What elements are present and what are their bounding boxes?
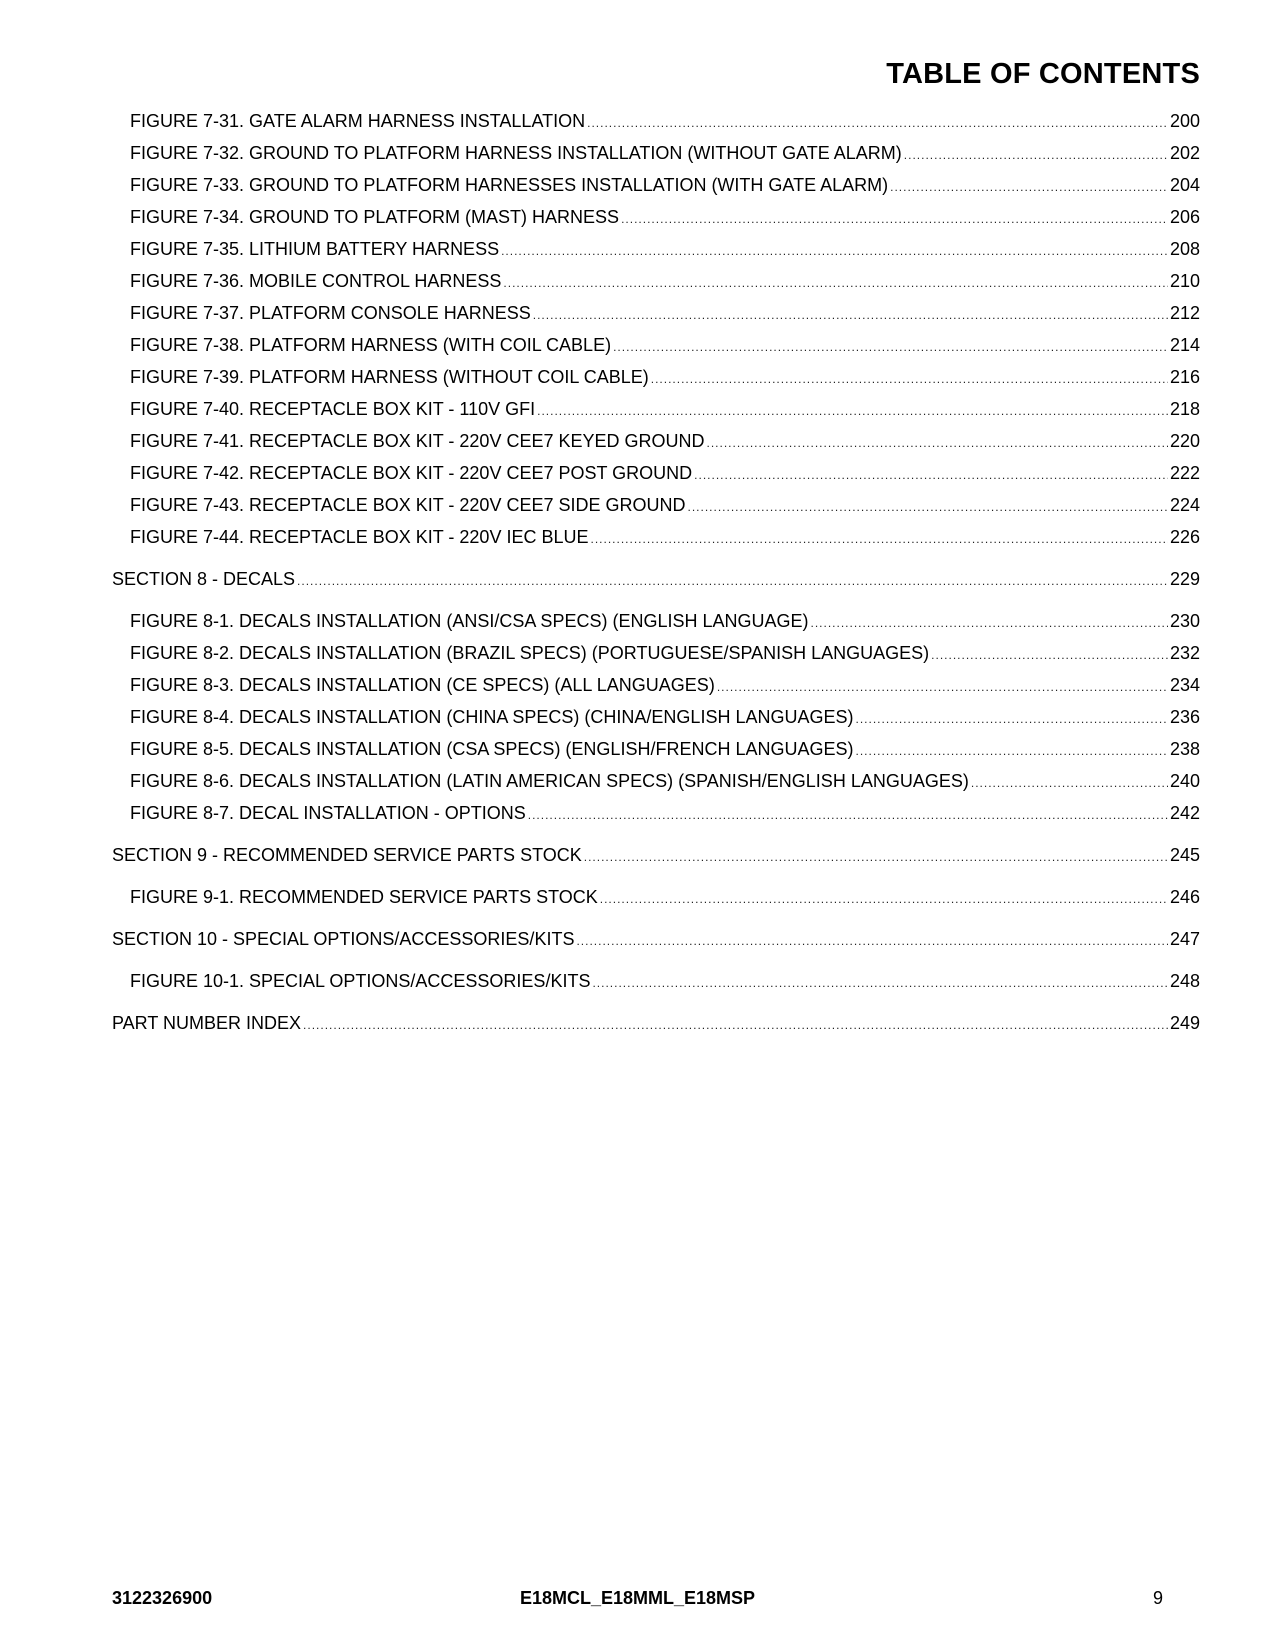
dot-leader (528, 808, 1168, 822)
entry-label: SECTION 9 - RECOMMENDED SERVICE PARTS STOCK (112, 845, 582, 865)
entry-page-number: 246 (1169, 887, 1200, 907)
toc-figure-entry[interactable] (112, 675, 1200, 707)
entry-label: FIGURE 7-33. GROUND TO PLATFORM HARNESSES INSTALLATION (WITH GATE ALARM) (130, 175, 889, 195)
entry-page-number: 220 (1169, 431, 1200, 451)
toc-figure-entry[interactable] (112, 143, 1200, 175)
entry-page-number: 229 (1169, 569, 1200, 589)
entry-page-number: 210 (1169, 271, 1200, 291)
dot-leader (576, 934, 1168, 948)
entry-label: FIGURE 7-40. RECEPTACLE BOX KIT - 110V GFI (130, 399, 536, 419)
toc-figure-entry[interactable] (112, 303, 1200, 335)
dot-leader (717, 680, 1168, 694)
dot-leader (584, 850, 1168, 864)
entry-label: FIGURE 8-5. DECALS INSTALLATION (CSA SPECS) (ENGLISH/FRENCH LANGUAGES) (130, 739, 854, 759)
toc-figure-entry[interactable] (112, 175, 1200, 207)
toc-figure-entry[interactable] (112, 527, 1200, 559)
dot-leader (501, 244, 1168, 258)
dot-leader (503, 276, 1168, 290)
dot-leader (587, 116, 1168, 130)
page-number: 9 (1152, 1588, 1163, 1608)
entry-page-number: 242 (1169, 803, 1200, 823)
entry-label: FIGURE 7-44. RECEPTACLE BOX KIT - 220V IEC BLUE (130, 527, 589, 547)
entry-page-number: 249 (1169, 1013, 1200, 1033)
toc-figure-entry[interactable] (112, 771, 1200, 803)
toc-figure-entry[interactable] (112, 111, 1200, 143)
toc-figure-entry[interactable] (112, 271, 1200, 303)
dot-leader (537, 404, 1168, 418)
dot-leader (931, 648, 1168, 662)
entry-page-number: 230 (1169, 611, 1200, 631)
dot-leader (855, 712, 1167, 726)
entry-page-number: 245 (1169, 845, 1200, 865)
toc-figure-entry[interactable] (112, 431, 1200, 463)
toc-figure-entry[interactable] (112, 739, 1200, 771)
dot-leader (592, 976, 1168, 990)
dot-leader (613, 340, 1168, 354)
entry-page-number: 214 (1169, 335, 1200, 355)
entry-page-number: 247 (1169, 929, 1200, 949)
entry-label: FIGURE 10-1. SPECIAL OPTIONS/ACCESSORIES/KITS (130, 971, 591, 991)
dot-leader (855, 744, 1167, 758)
entry-label: FIGURE 7-38. PLATFORM HARNESS (WITH COIL CABLE) (130, 335, 612, 355)
entry-label: FIGURE 7-39. PLATFORM HARNESS (WITHOUT COIL CABLE) (130, 367, 649, 387)
toc-figure-entry[interactable] (112, 611, 1200, 643)
entry-page-number: 234 (1169, 675, 1200, 695)
entry-label: FIGURE 8-4. DECALS INSTALLATION (CHINA SPECS) (CHINA/ENGLISH LANGUAGES) (130, 707, 854, 727)
dot-leader (303, 1018, 1168, 1032)
dot-leader (811, 616, 1168, 630)
dot-leader (651, 372, 1168, 386)
entry-label: FIGURE 9-1. RECOMMENDED SERVICE PARTS STOCK (130, 887, 598, 907)
entry-label: FIGURE 8-7. DECAL INSTALLATION - OPTIONS (130, 803, 526, 823)
entry-label: FIGURE 8-6. DECALS INSTALLATION (LATIN AMERICAN SPECS) (SPANISH/ENGLISH LANGUAGES) (130, 771, 969, 791)
entry-page-number: 216 (1169, 367, 1200, 387)
entry-page-number: 222 (1169, 463, 1200, 483)
entry-page-number: 208 (1169, 239, 1200, 259)
toc-figure-entry[interactable] (112, 239, 1200, 271)
toc-section-entry[interactable] (112, 845, 1200, 877)
dot-leader (904, 148, 1168, 162)
dot-leader (707, 436, 1168, 450)
toc-figure-entry[interactable] (112, 207, 1200, 239)
model-designation: E18MCL_E18MML_E18MSP (519, 1588, 756, 1608)
toc-section-entry[interactable] (112, 929, 1200, 961)
entry-label: FIGURE 7-37. PLATFORM CONSOLE HARNESS (130, 303, 531, 323)
entry-page-number: 212 (1169, 303, 1200, 323)
entry-page-number: 204 (1169, 175, 1200, 195)
entry-page-number: 224 (1169, 495, 1200, 515)
dot-leader (890, 180, 1168, 194)
entry-label: SECTION 8 - DECALS (112, 569, 296, 589)
entry-label: FIGURE 7-43. RECEPTACLE BOX KIT - 220V CEE7 SIDE GROUND (130, 495, 686, 515)
dot-leader (600, 892, 1168, 906)
toc-figure-entry[interactable] (112, 335, 1200, 367)
entry-page-number: 202 (1169, 143, 1200, 163)
entry-label: FIGURE 7-34. GROUND TO PLATFORM (MAST) HARNESS (130, 207, 620, 227)
toc-figure-entry[interactable] (112, 463, 1200, 495)
dot-leader (297, 574, 1168, 588)
dot-leader (971, 776, 1168, 790)
entry-page-number: 226 (1169, 527, 1200, 547)
entry-label: FIGURE 8-2. DECALS INSTALLATION (BRAZIL SPECS) (PORTUGUESE/SPANISH LANGUAGES) (130, 643, 930, 663)
entry-page-number: 206 (1169, 207, 1200, 227)
table-of-contents (112, 111, 1200, 1055)
entry-page-number: 218 (1169, 399, 1200, 419)
entry-label: FIGURE 8-1. DECALS INSTALLATION (ANSI/CSA SPECS) (ENGLISH LANGUAGE) (130, 611, 809, 631)
entry-label: FIGURE 7-32. GROUND TO PLATFORM HARNESS INSTALLATION (WITHOUT GATE ALARM) (130, 143, 902, 163)
dot-leader (621, 212, 1168, 226)
toc-section-entry[interactable] (112, 569, 1200, 601)
entry-label: SECTION 10 - SPECIAL OPTIONS/ACCESSORIES/KITS (112, 929, 575, 949)
entry-label: FIGURE 7-31. GATE ALARM HARNESS INSTALLATION (130, 111, 586, 131)
toc-figure-entry[interactable] (112, 971, 1200, 1003)
page-footer (112, 1588, 1163, 1612)
entry-label: FIGURE 7-35. LITHIUM BATTERY HARNESS (130, 239, 500, 259)
entry-page-number: 238 (1169, 739, 1200, 759)
toc-figure-entry[interactable] (112, 803, 1200, 835)
toc-figure-entry[interactable] (112, 707, 1200, 739)
document-number: 3122326900 (112, 1588, 213, 1608)
toc-section-entry[interactable] (112, 1013, 1200, 1045)
dot-leader (533, 308, 1168, 322)
entry-label: FIGURE 7-36. MOBILE CONTROL HARNESS (130, 271, 502, 291)
page-title: TABLE OF CONTENTS (886, 58, 1200, 90)
entry-page-number: 240 (1169, 771, 1200, 791)
toc-figure-entry[interactable] (112, 367, 1200, 399)
entry-label: FIGURE 7-41. RECEPTACLE BOX KIT - 220V CEE7 KEYED GROUND (130, 431, 705, 451)
toc-figure-entry[interactable] (112, 495, 1200, 527)
entry-page-number: 248 (1169, 971, 1200, 991)
dot-leader (694, 468, 1168, 482)
dot-leader (688, 500, 1168, 514)
entry-page-number: 232 (1169, 643, 1200, 663)
toc-figure-entry[interactable] (112, 399, 1200, 431)
entry-page-number: 200 (1169, 111, 1200, 131)
entry-label: FIGURE 8-3. DECALS INSTALLATION (CE SPECS) (ALL LANGUAGES) (130, 675, 715, 695)
entry-label: FIGURE 7-42. RECEPTACLE BOX KIT - 220V CEE7 POST GROUND (130, 463, 693, 483)
entry-page-number: 236 (1169, 707, 1200, 727)
dot-leader (590, 532, 1167, 546)
entry-label: PART NUMBER INDEX (112, 1013, 302, 1033)
toc-figure-entry[interactable] (112, 643, 1200, 675)
toc-figure-entry[interactable] (112, 887, 1200, 919)
